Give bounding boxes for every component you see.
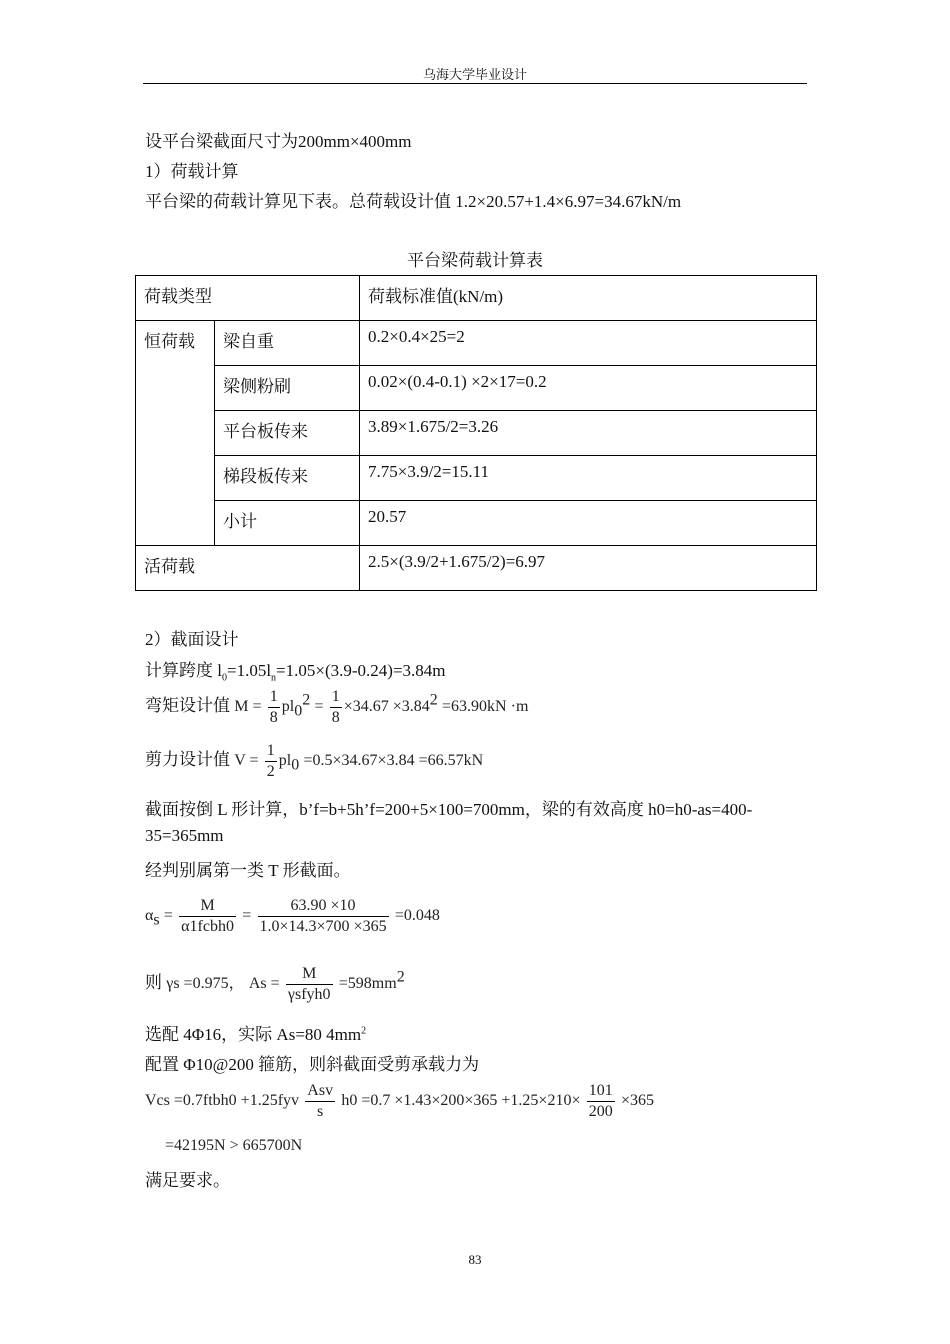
fraction: $\frac{1}{8}$ bbox=[269, 688, 278, 726]
fraction: $\frac{63.90 \times 10}{1.0\times 14.3\times 700 \times 365}$ bbox=[259, 897, 387, 935]
gamma-line: 则 γs =0.975， As = $\frac{M}{\text{γsfyh0}}$ $=598mm^2$ bbox=[145, 965, 405, 1003]
fraction: $\frac{M}{\text{γsfyh0}}$ bbox=[287, 965, 331, 1003]
alpha-line: $\alpha_s$ = $\frac{M}{\text{α1fcbh0}}$ = $\frac{63.90 \times 10}{1.0\times 14.3\times 700 \times 365}$ =0.048 bbox=[145, 897, 440, 935]
fraction: $\frac{1}{2}$ bbox=[266, 742, 275, 780]
dead-value: 20.57 bbox=[360, 501, 817, 546]
table-row bbox=[136, 501, 817, 546]
page-number: 83 bbox=[468, 1252, 482, 1267]
intro-load-heading: 1）荷载计算 bbox=[145, 162, 239, 181]
table-row bbox=[136, 411, 817, 456]
section2-title: 2）截面设计 bbox=[145, 630, 239, 649]
table-row bbox=[136, 276, 817, 321]
intro-section-size: 设平台梁截面尺寸为200mm×400mm bbox=[145, 132, 412, 151]
table-row bbox=[136, 456, 817, 501]
dead-value: 0.02×(0.4-0.1) ×2×17=0.2 bbox=[360, 366, 817, 411]
page-header-title: 乌海大学毕业设计 bbox=[422, 67, 527, 82]
dead-value: 0.2×0.4×25=2 bbox=[360, 321, 817, 366]
dead-item: 平台板传来 bbox=[215, 411, 360, 456]
dead-value: 7.75×3.9/2=15.11 bbox=[360, 456, 817, 501]
select-line: 选配 4Φ16，实际 As=80 $4mm^2$ bbox=[145, 1025, 367, 1044]
dead-item: 梁侧粉刷 bbox=[215, 366, 360, 411]
span-line: 计算跨度 $l_0=1.05l_n=1.05\times(3.9-0.24)=3.84m$ bbox=[145, 661, 446, 684]
tsection-line-2: 35=365mm bbox=[145, 826, 224, 845]
header-load-value: 荷载标准值(kN/m) bbox=[360, 276, 817, 321]
tsection-line-1: 截面按倒 L 形计算，b’f=b+5h’f=200+5×100=700mm，梁的有效高度 h0=h0-as=400- bbox=[145, 800, 753, 819]
header-load-type: 荷载类型 bbox=[136, 276, 360, 321]
dead-item: 小计 bbox=[215, 501, 360, 546]
dead-value: 3.89×1.675/2=3.26 bbox=[360, 411, 817, 456]
dead-item: 梁自重 bbox=[215, 321, 360, 366]
stirrup-line: 配置 Φ10@200 箍筋，则斜截面受剪承载力为 bbox=[145, 1055, 480, 1074]
fraction: $\frac{101}{200}$ bbox=[588, 1082, 613, 1120]
table-row bbox=[136, 366, 817, 411]
table-row bbox=[136, 321, 817, 366]
moment-line: 弯矩设计值 M = $\frac{1}{8}$ $pl_0^2$ = $\frac{1}{8}$ $\times 34.67 \times 3.84^2 =63.90kN \cdot m$ bbox=[145, 688, 529, 726]
table-caption: 平台梁荷载计算表 bbox=[407, 251, 543, 270]
dead-item: 梯段板传来 bbox=[215, 456, 360, 501]
load-table bbox=[135, 275, 817, 591]
fraction: $\frac{1}{8}$ bbox=[331, 688, 340, 726]
vcs-result: =42195N > 665700N bbox=[165, 1137, 303, 1154]
dead-load-label: 恒荷载 bbox=[136, 321, 215, 546]
vcs-line: Vcs =0.7ftbh0 +1.25fyv $\frac{\text{Asv}}{s}$ h0 =0.7 ×1.43×200×365 +1.25×210× $\frac{101}{200}$ ×365 bbox=[145, 1082, 655, 1120]
satisfy-line: 满足要求。 bbox=[145, 1171, 230, 1190]
header-rule bbox=[143, 83, 807, 84]
judge-line: 经判别属第一类 T 形截面。 bbox=[145, 861, 351, 880]
intro-total-load: 平台梁的荷载计算见下表。总荷载设计值 1.2×20.57+1.4×6.97=34.67kN/m bbox=[145, 192, 682, 211]
fraction: $\frac{M}{\text{α1fcbh0}}$ bbox=[181, 897, 234, 935]
table-row bbox=[136, 546, 817, 591]
shear-line: 剪力设计值 V = $\frac{1}{2}$ $pl_0 =0.5\times 34.67\times 3.84 =66.57kN$ bbox=[145, 742, 484, 780]
live-load-label: 活荷载 bbox=[136, 546, 360, 591]
live-load-value: 2.5×(3.9/2+1.675/2)=6.97 bbox=[360, 546, 817, 591]
fraction: $\frac{\text{Asv}}{s}$ bbox=[307, 1082, 334, 1120]
